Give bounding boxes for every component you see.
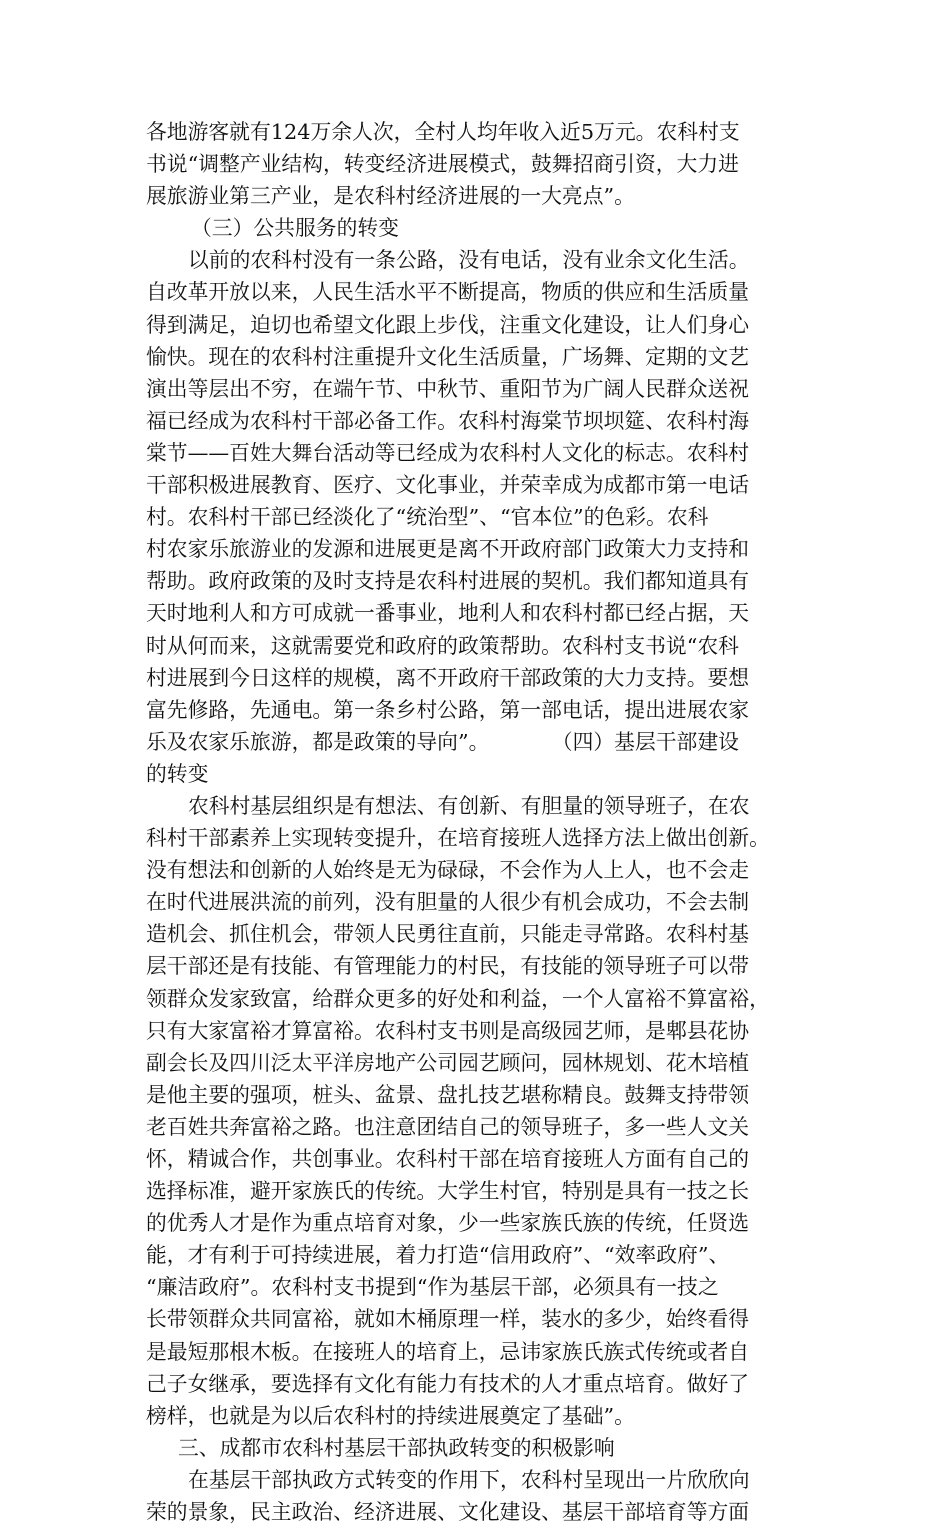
text-line: 演出等层出不穷，在端午节、中秋节、重阳节为广阔人民群众送祝 [146,376,750,401]
section-heading-public-services: （三）公共服务的转变 [191,216,399,241]
text-line: 干部积极进展教育、医疗、文化事业，并荣幸成为成都市第一电话 [146,473,750,498]
section-heading-positive-impact: 三、成都市农科村基层干部执政转变的积极影响 [178,1435,615,1460]
text-line: 福已经成为农科村干部必备工作。农科村海棠节坝坝筵、农科村海 [146,408,750,433]
text-line: 村农家乐旅游业的发源和进展更是离不开政府部门政策大力支持和 [146,537,750,562]
text-line: 己子女继承，要选择有文化有能力有技术的人才重点培育。做好了 [146,1371,750,1396]
text-line: 是他主要的强项，桩头、盆景、盘扎技艺堪称精良。鼓舞支持带领 [146,1082,750,1107]
text-line: 老百姓共奔富裕之路。也注意团结自己的领导班子，多一些人文关 [146,1114,750,1139]
text-line: “廉洁政府”。农科村支书提到“作为基层干部，必须具有一技之 [146,1275,719,1300]
paragraph-start: 农科村基层组织是有想法、有创新、有胆量的领导班子，在农 [188,793,750,818]
text-line: 造机会、抓住机会，带领人民勇往直前，只能走寻常路。农科村基 [146,922,750,947]
body-text [146,116,806,1528]
paragraph-start: 以前的农科村没有一条公路，没有电话，没有业余文化生活。 [188,248,750,273]
text-line: 副会长及四川泛太平洋房地产公司园艺顾问，园林规划、花木培植 [146,1050,750,1075]
text-line-with-inline-heading: 乐及农家乐旅游，都是政策的导向”。 （四）基层干部建设 [146,729,739,754]
text-line: 在时代进展洪流的前列，没有胆量的人很少有机会成功，不会去制 [146,890,750,915]
text-line: 时从何而来，这就需要党和政府的政策帮助。农科村支书说“农科 [146,633,739,658]
text-line: 富先修路，先通电。第一条乡村公路，第一部电话，提出进展农家 [146,697,750,722]
text-line: 村。农科村干部已经淡化了“统治型”、“官本位”的色彩。农科 [146,505,709,530]
text-line: 层干部还是有技能、有管理能力的村民，有技能的领导班子可以带 [146,954,750,979]
text-line: 棠节——百姓大舞台活动等已经成为农科村人文化的标志。农科村 [146,440,750,465]
text-line: 能，才有利于可持续进展，着力打造“信用政府”、“效率政府”、 [146,1243,730,1268]
text-line: 是最短那根木板。在接班人的培育上，忌讳家族氏族式传统或者自 [146,1339,750,1364]
text-line: 没有想法和创新的人始终是无为碌碌，不会作为人上人，也不会走 [146,858,750,883]
text-line: 榜样，也就是为以后农科村的持续进展奠定了基础”。 [146,1403,635,1428]
text-line: 科村干部素养上实现转变提升，在培育接班人选择方法上做出创新。 [146,826,770,851]
text-line: 怀，精诚合作，共创事业。农科村干部在培育接班人方面有自己的 [146,1147,750,1171]
text-line: 长带领群众共同富裕，就如木桶原理一样，装水的多少，始终看得 [146,1307,750,1332]
text-line: 的转变 [146,761,209,786]
text-line: 得到满足，迫切也希望文化跟上步伐，注重文化建设，让人们身心 [146,312,750,337]
text-line: 书说“调整产业结构，转变经济进展模式，鼓舞招商引资，大力进 [146,152,739,177]
text-line: 选择标准，避开家族氏的传统。大学生村官，特别是具有一技之长 [146,1179,750,1204]
text-line: 只有大家富裕才算富裕。农科村支书则是高级园艺师，是郫县花协 [146,1018,750,1043]
text-line: 帮助。政府政策的及时支持是农科村进展的契机。我们都知道具有 [146,569,750,594]
paragraph-start: 在基层干部执政方式转变的作用下，农科村呈现出一片欣欣向 [188,1467,750,1492]
text-line: 展旅游业第三产业，是农科村经济进展的一大亮点”。 [146,184,635,209]
text-line: 各地游客就有124万余人次，全村人均年收入近5万元。农科村支 [146,120,740,144]
text-line: 村进展到今日这样的规模，离不开政府干部政策的大力支持。要想 [146,665,750,690]
text-line: 荣的景象，民主政治、经济进展、文化建设、基层干部培育等方面 [146,1500,750,1525]
text-line: 天时地利人和方可成就一番事业，地利人和农科村都已经占据，天 [146,601,750,626]
text-line: 愉快。现在的农科村注重提升文化生活质量，广场舞、定期的文艺 [146,344,750,369]
text-line: 的优秀人才是作为重点培育对象，少一些家族氏族的传统，任贤选 [146,1211,750,1236]
text-line: 领群众发家致富，给群众更多的好处和利益，一个人富裕不算富裕， [146,986,770,1011]
text-line: 自改革开放以来，人民生活水平不断提高，物质的供应和生活质量 [146,280,750,305]
